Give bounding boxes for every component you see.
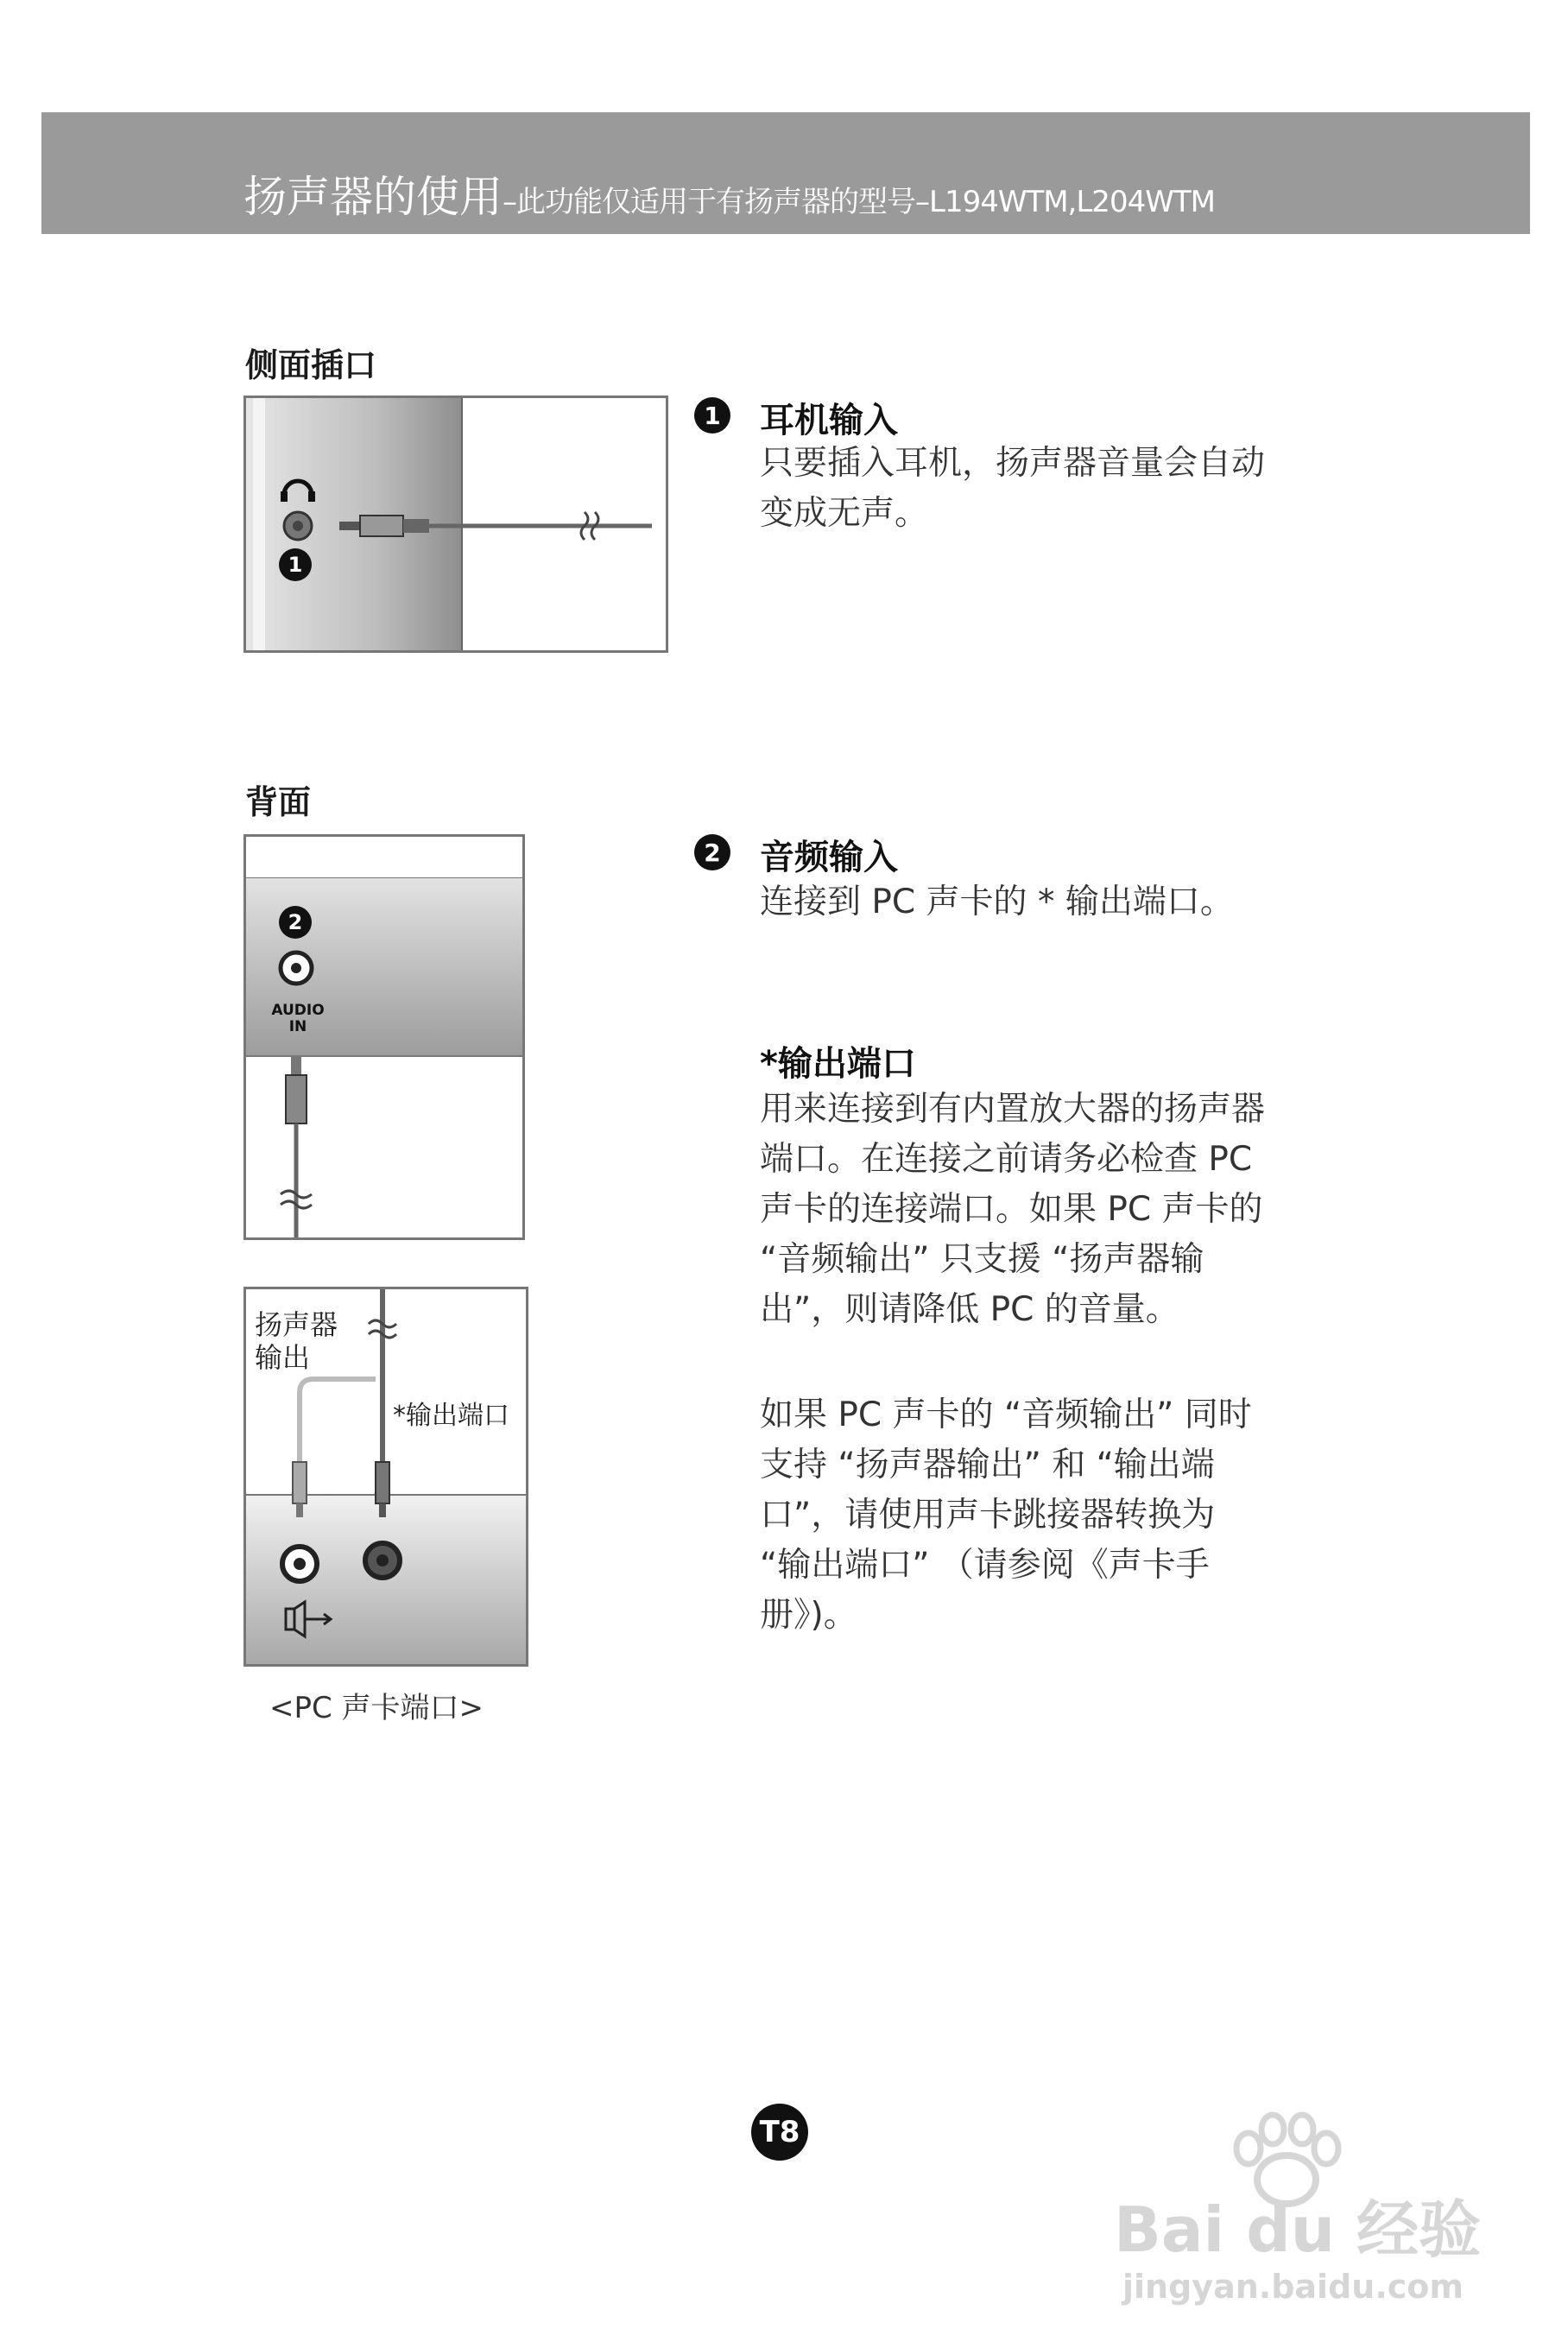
side-jack-diagram [243, 396, 668, 653]
note-paragraph-1: 用来连接到有内置放大器的扬声器 端口。在连接之前请务必检查 PC 声卡的连接端口。如果 PC 声卡的 “音频输出” 只支援 “扬声器输 出”，则请降低 PC 的音量。 [760, 1090, 1266, 1329]
side-jack-illustration [246, 398, 666, 650]
side-diagram-marker-badge: 1 [279, 548, 312, 581]
watermark-url: jingyan.baidu.com [1122, 2268, 1464, 2306]
watermark-brand: Bai du 经验 [1114, 2193, 1482, 2266]
item1-number-badge: 1 [694, 397, 730, 434]
back-section-title: 背面 [245, 783, 312, 821]
page-number-badge: T8 [751, 2104, 808, 2161]
item2-title: 音频输入 [760, 838, 898, 877]
item2-number-badge: 2 [694, 834, 730, 870]
audio-in-label: AUDIO IN [271, 1002, 325, 1035]
pc-diagram-caption: <PC 声卡端口> [269, 1691, 484, 1725]
item1-title: 耳机输入 [760, 401, 898, 440]
pc-soundcard-diagram [243, 1287, 528, 1667]
item2-description: 连接到 PC 声卡的 * 输出端口。 [760, 883, 1234, 921]
item1-description: 只要插入耳机，扬声器音量会自动 变成无声。 [760, 444, 1266, 533]
baidu-watermark [1114, 2107, 1485, 2323]
back-diagram-marker-badge: 2 [279, 906, 312, 939]
page-title-main: 扬声器的使用 [243, 172, 503, 222]
page-title [243, 162, 1215, 225]
side-section-title: 侧面插口 [245, 346, 377, 384]
audio-in-illustration [246, 837, 522, 1237]
page-title-subtitle: –此功能仅适用于有扬声器的型号–L194WTM,L204WTM [503, 185, 1215, 219]
speaker-out-label: 扬声器 输出 [255, 1308, 338, 1374]
note-paragraph-2: 如果 PC 声卡的 “音频输出” 同时 支持 “扬声器输出” 和 “输出端 口”，请使用声卡跳接器转换为 “输出端口” （请参阅《声卡手 册》)。 [760, 1396, 1252, 1635]
back-panel-diagram [243, 834, 525, 1240]
note-title: *输出端口 [760, 1044, 916, 1084]
line-out-label: *输出端口 [393, 1401, 509, 1431]
